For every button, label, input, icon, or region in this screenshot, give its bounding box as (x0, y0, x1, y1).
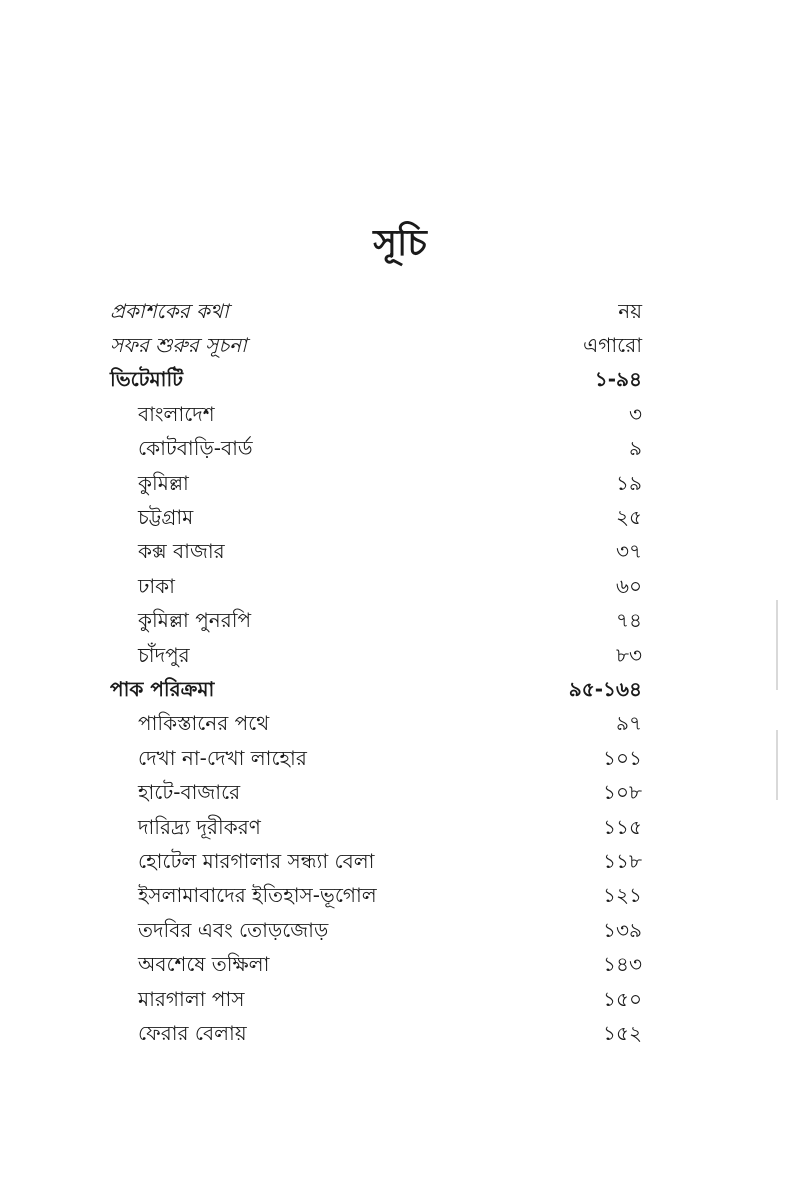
toc-chapter-row (110, 468, 642, 502)
toc-entry-title: হোটেল মারগালার সন্ধ্যা বেলা (138, 848, 375, 873)
toc-chapter-row (110, 984, 642, 1018)
toc-entry-page: ১৩৯ (603, 917, 642, 942)
toc-entry-title: মারগালা পাস (138, 986, 245, 1011)
toc-chapter-row (110, 434, 642, 468)
scan-edge-mark (776, 600, 778, 690)
toc-entry-title: তদবির এবং তোড়জোড় (138, 917, 329, 942)
toc-entry-page: ৬০ (615, 573, 642, 598)
toc-entry-title: কুমিল্লা পুনরপি (138, 608, 252, 633)
toc-entry-title: কুমিল্লা (138, 470, 189, 495)
toc-entry-page: ১২১ (603, 883, 642, 908)
toc-entry-title: কোটবাড়ি-বার্ড (138, 436, 253, 461)
toc-entry-page: ৯৫-১৬৪ (568, 676, 642, 701)
toc-entry-page: ১-৯৪ (594, 367, 642, 392)
toc-entry-page: ১৪৩ (603, 952, 642, 977)
toc-entry-title: অবশেষে তক্ষিলা (138, 952, 270, 977)
toc-chapter-row (110, 949, 642, 983)
toc-entry-title: হাটে-বাজারে (138, 780, 241, 805)
toc-entry-page: ৩৭ (615, 539, 642, 564)
toc-entry-page: ১০৮ (603, 780, 642, 805)
toc-entry-title: ইসলামাবাদের ইতিহাস-ভূগোল (138, 883, 377, 908)
toc-chapter-row (110, 502, 642, 536)
toc-entry-title: প্রকাশকের কথা (110, 298, 229, 323)
page-title: সূচি (373, 223, 427, 264)
toc-entry-page: ৯৭ (616, 711, 642, 736)
toc-entry-title: বাংলাদেশ (138, 401, 215, 426)
toc-entry-title: দেখা না-দেখা লাহোর (138, 745, 307, 770)
toc-entry-title: ঢাকা (138, 573, 175, 598)
toc-entry-page: এগারো (583, 333, 642, 358)
table-of-contents (110, 296, 642, 1053)
toc-chapter-row (110, 881, 642, 915)
toc-chapter-row (110, 571, 642, 605)
toc-entry-title: ফেরার বেলায় (138, 1020, 247, 1045)
toc-entry-page: ১৫২ (603, 1020, 642, 1045)
toc-entry-page: ৯ (629, 436, 642, 461)
toc-chapter-row (110, 743, 642, 777)
toc-chapter-row (110, 399, 642, 433)
toc-entry-title: পাকিস্তানের পথে (138, 711, 270, 736)
toc-entry-page: ২৫ (616, 505, 642, 530)
toc-entry-page: ১১৮ (603, 848, 642, 873)
toc-chapter-row (110, 777, 642, 811)
toc-entry-page: ৮৩ (616, 642, 642, 667)
toc-entry-page: ৩ (628, 401, 642, 426)
toc-chapter-row (110, 709, 642, 743)
toc-entry-title: কক্স বাজার (138, 539, 225, 564)
toc-chapter-row (110, 846, 642, 880)
toc-chapter-row (110, 812, 642, 846)
toc-entry-title: ভিটেমাটি (110, 367, 184, 392)
toc-part-row (110, 365, 642, 399)
toc-chapter-row (110, 915, 642, 949)
toc-entry-page: ১১৫ (603, 814, 642, 839)
toc-chapter-row (110, 537, 642, 571)
scan-edge-mark (776, 730, 778, 800)
toc-entry-title: পাক পরিক্রমা (110, 676, 215, 701)
toc-entry-page: ৭৪ (616, 608, 642, 633)
toc-entry-page: ১৫০ (603, 986, 642, 1011)
toc-chapter-row (110, 1018, 642, 1052)
toc-entry-title: চাঁদপুর (138, 642, 190, 667)
toc-entry-page: ১৯ (616, 470, 642, 495)
toc-entry-page: ১০১ (603, 745, 642, 770)
toc-entry-title: দারিদ্র্য দূরীকরণ (138, 814, 261, 839)
toc-chapter-row (110, 640, 642, 674)
toc-chapter-row (110, 606, 642, 640)
toc-entry-page: নয় (618, 298, 642, 323)
toc-front-row (110, 330, 642, 364)
toc-part-row (110, 674, 642, 708)
toc-entry-title: চট্টগ্রাম (138, 505, 194, 530)
toc-entry-title: সফর শুরুর সূচনা (110, 333, 247, 358)
toc-front-row (110, 296, 642, 330)
